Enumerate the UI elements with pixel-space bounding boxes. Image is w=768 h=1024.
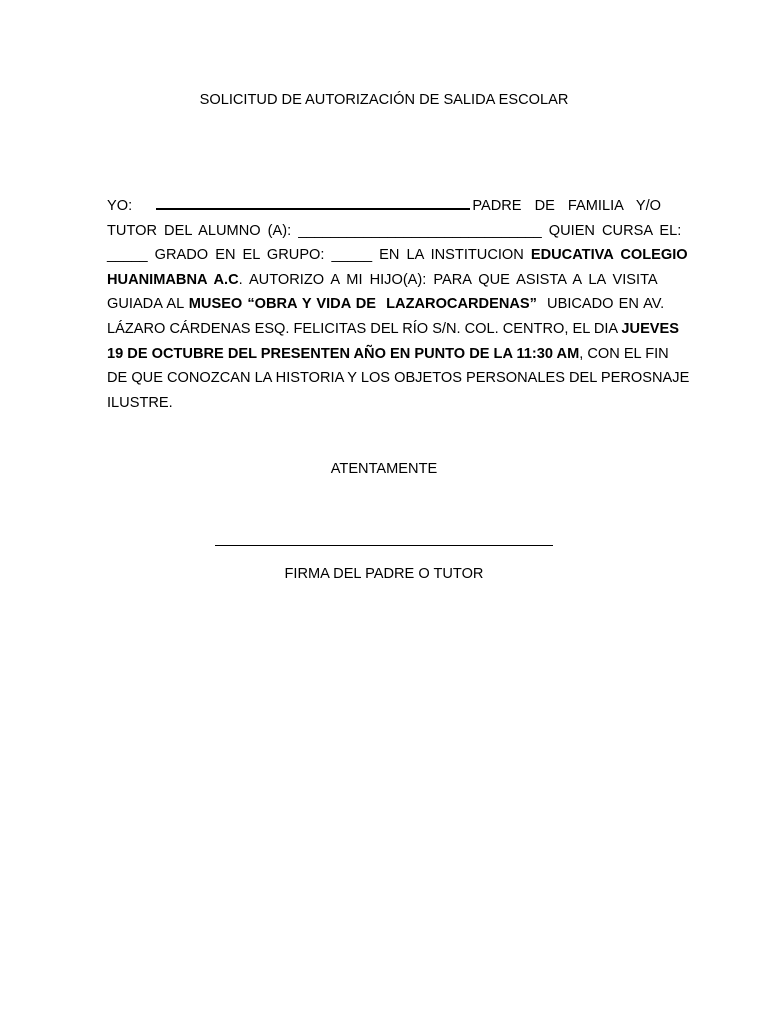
grade-group-text xyxy=(107,243,688,268)
yo-label: YO: xyxy=(107,198,133,214)
parent-role-text: PADRE DE FAMILIA Y/O xyxy=(472,198,661,214)
paragraph-line-9: ILUSTRE. xyxy=(107,394,173,411)
visit-day: JUEVES xyxy=(621,320,680,337)
paragraph-line-4 xyxy=(107,268,661,293)
visit-date-time: 19 DE OCTUBRE DEL PRESENTEN AÑO EN PUNTO DE LA 11:30 AM xyxy=(107,345,580,362)
address-plain: LÁZARO CÁRDENAS ESQ. FELICITAS DEL RÍO S/N. COL. CENTRO, EL DIA xyxy=(107,320,622,337)
address-line-text xyxy=(107,317,679,342)
paragraph-line-5 xyxy=(107,292,665,317)
signature-line[interactable] xyxy=(215,545,553,546)
paragraph-line-3 xyxy=(107,243,688,268)
student-line-text: TUTOR DEL ALUMNO (A): ______________________________ QUIEN CURSA EL: xyxy=(107,222,682,239)
school-name-part2: HUANIMABNA A.C xyxy=(107,271,239,288)
museum-name: MUSEO “OBRA Y VIDA DE LAZAROCARDENAS” xyxy=(188,296,537,313)
parent-name-blank[interactable] xyxy=(156,196,470,210)
paragraph-line-2 xyxy=(107,219,682,244)
paragraph-line-8 xyxy=(107,366,690,391)
paragraph-line-7 xyxy=(107,342,669,367)
school-name-part1: EDUCATIVA COLEGIO xyxy=(530,247,688,264)
purpose-plain: , CON EL FIN xyxy=(579,345,669,362)
location-plain: UBICADO EN AV. xyxy=(536,296,665,313)
school-authorize-text xyxy=(107,268,658,293)
signature-caption: FIRMA DEL PADRE O TUTOR xyxy=(284,566,484,582)
paragraph-line-6 xyxy=(107,317,680,342)
guided-plain: GUIADA AL xyxy=(107,296,189,313)
closing-text: ATENTAMENTE xyxy=(330,461,438,477)
museum-line-text xyxy=(107,292,664,317)
grade-group-plain: _____ GRADO EN EL GRUPO: _____ EN LA INSTITUCION xyxy=(107,247,531,264)
authorize-plain: . AUTORIZO A MI HIJO(A): PARA QUE ASISTA A LA VISITA xyxy=(238,271,658,288)
date-line-text xyxy=(107,342,669,367)
authorization-paragraph xyxy=(107,194,690,415)
paragraph-line-1 xyxy=(107,194,661,219)
document-title: SOLICITUD DE AUTORIZACIÓN DE SALIDA ESCOLAR xyxy=(199,92,569,108)
purpose-line-text: DE QUE CONOZCAN LA HISTORIA Y LOS OBJETOS PERSONALES DEL PEROSNAJE xyxy=(107,370,690,387)
